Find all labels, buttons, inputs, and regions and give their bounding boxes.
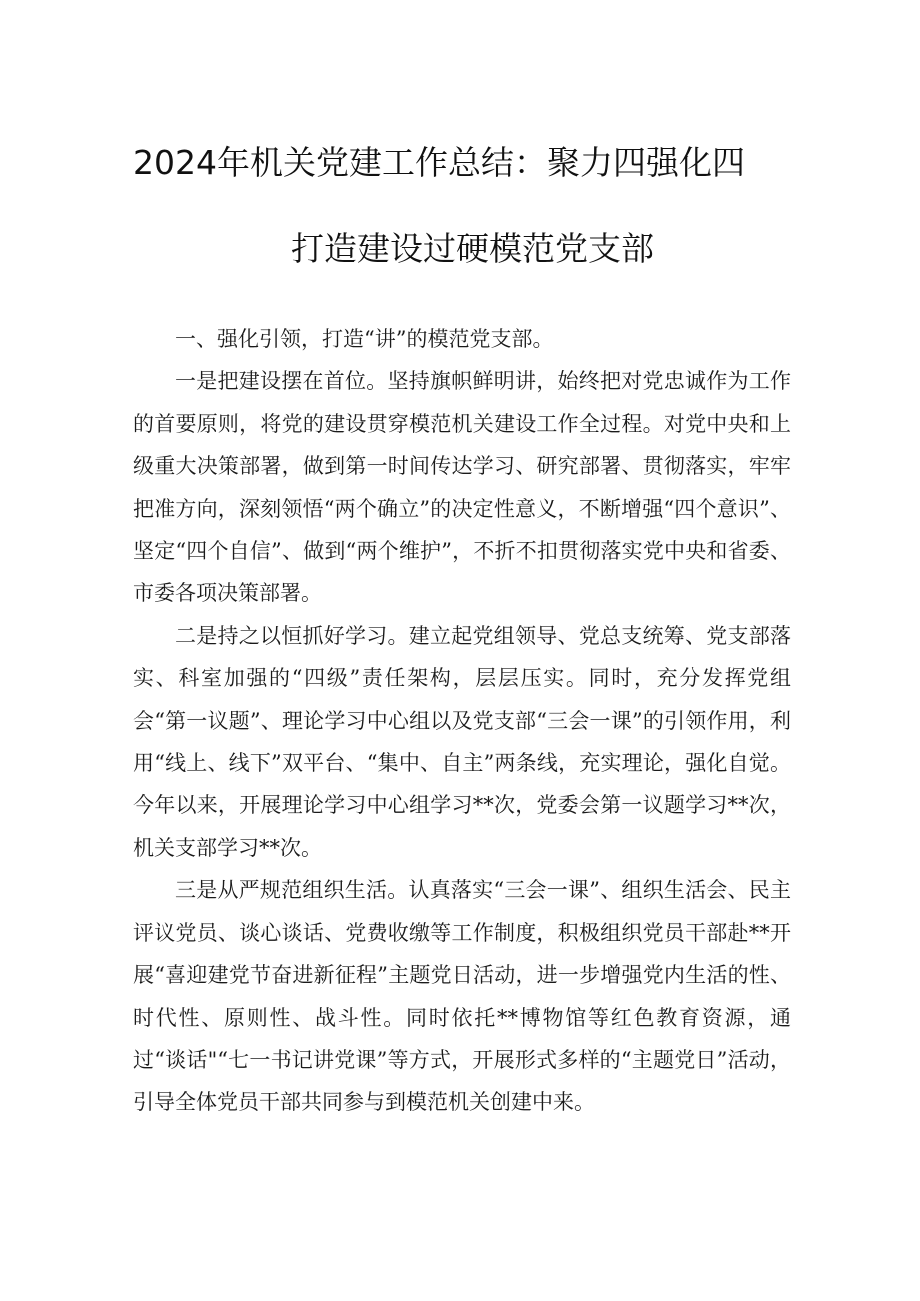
document-body bbox=[133, 318, 791, 1124]
paragraph-1: 一是把建设摆在首位。坚持旗帜鲜明讲，始终把对党忠诚作为工作的首要原则，将党的建设贯穿模范机关建设工作全过程。对党中央和上级重大决策部署，做到第一时间传达学习、研究部署、贯彻落实，牢牢把准方向，深刻领悟“两个确立”的决定性意义，不断增强“四个意识”、坚定“四个自信”、做到“两个维护”，不折不扣贯彻落实党中央和省委、市委各项决策部署。 bbox=[133, 369, 791, 606]
document-title-line-2: 打造建设过硬模范党支部 bbox=[291, 229, 654, 268]
paragraph-2: 二是持之以恒抓好学习。建立起党组领导、党总支统筹、党支部落实、科室加强的“四级”责任架构，层层压实。同时，充分发挥党组会“第一议题”、理论学习中心组以及党支部“三会一课”的引领作用，利用“线上、线下”双平台、“集中、自主”两条线，充实理论，强化自觉。今年以来，开展理论学习中心组学习**次，党委会第一议题学习**次，机关支部学习**次。 bbox=[133, 623, 791, 860]
paragraph-3: 三是从严规范组织生活。认真落实“三会一课”、组织生活会、民主评议党员、谈心谈话、党费收缴等工作制度，积极组织党员干部赴**开展“喜迎建党节奋进新征程”主题党日活动，进一步增强党内生活的性、时代性、原则性、战斗性。同时依托**博物馆等红色教育资源，通过“谈话"“七一书记讲党课”等方式，开展形式多样的“主题党日”活动，引导全体党员干部共同参与到模范机关创建中来。 bbox=[133, 878, 791, 1115]
document-title-line-1: 2024年机关党建工作总结：聚力四强化四 bbox=[133, 143, 745, 182]
section-heading-1: 一、强化引领，打造“讲”的模范党支部。 bbox=[175, 327, 554, 351]
